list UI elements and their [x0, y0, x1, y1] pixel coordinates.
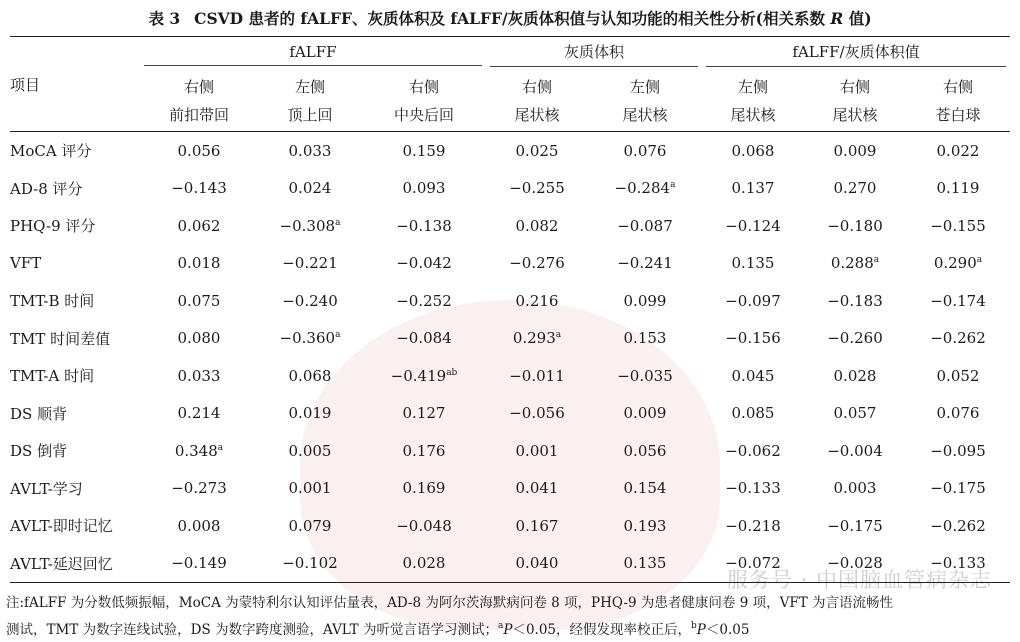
significance-mark: a [976, 255, 983, 266]
cell-value: −0.262 [930, 329, 986, 348]
table-number: 表 3 [148, 9, 181, 28]
table-caption [0, 0, 1020, 28]
significance-mark: a [670, 180, 676, 191]
table-row [10, 507, 1010, 545]
cell-value: 0.076 [623, 141, 667, 160]
caption-text: CSVD 患者的 fALFF、灰质体积及 fALFF/灰质体积值与认知功能的相关性分析(相关系数 [194, 9, 831, 28]
cell-value: −0.102 [282, 554, 338, 573]
cell-value: 0.153 [623, 329, 667, 348]
cell-value: 0.009 [833, 141, 877, 160]
table-row [10, 245, 1010, 283]
col-header: 左侧 尾状核 [588, 71, 702, 132]
significance-mark: a [555, 330, 562, 341]
watermark-text: 服务号 · 中国脑血管病杂志 [726, 568, 992, 592]
row-label: TMT 时间差值 [10, 329, 111, 348]
cell-value: −0.097 [725, 291, 781, 310]
cell-value: −0.028 [827, 554, 883, 573]
cell-value: 0.028 [833, 366, 877, 385]
cell-value: −0.056 [509, 404, 565, 423]
significance-mark: ab [446, 367, 458, 378]
cell-value: 0.082 [515, 216, 559, 235]
cell-value: 0.062 [177, 216, 221, 235]
col-header: 左侧 尾状核 [702, 71, 804, 132]
table-row [10, 470, 1010, 508]
cell-value: −0.042 [396, 254, 452, 273]
cell-value: 0.068 [731, 141, 775, 160]
col-header: 右侧 中央后回 [362, 71, 486, 132]
col-header: 右侧 尾状核 [804, 71, 906, 132]
cell-value: 0.119 [936, 179, 980, 198]
significance-mark: a [335, 330, 341, 341]
cell-value: 0.040 [515, 554, 559, 573]
col-header: 左侧 顶上回 [258, 71, 362, 132]
table-row [10, 395, 1010, 433]
cell-value: −0.308$^a$ [279, 216, 341, 235]
cell-value: 0.005 [288, 441, 332, 460]
row-label: PHQ-9 评分 [10, 217, 96, 236]
cell-value: −0.004 [827, 441, 883, 460]
significance-mark: a [873, 255, 880, 266]
cell-value: 0.041 [515, 479, 559, 498]
cell-value: 0.022 [936, 141, 980, 160]
cell-value: −0.133 [930, 554, 986, 573]
table-footnote [6, 592, 1014, 642]
cell-value: 0.056 [177, 141, 221, 160]
cell-value: −0.138 [396, 216, 452, 235]
cell-value: 0.028 [402, 554, 446, 573]
cell-value: 0.176 [402, 441, 446, 460]
cell-value: −0.062 [725, 441, 781, 460]
cell-value: −0.241 [617, 254, 673, 273]
cell-value: 0.293$^a$ [512, 329, 562, 348]
cell-value: 0.135 [623, 554, 667, 573]
cell-value: −0.175 [930, 479, 986, 498]
row-label: AVLT-即时记忆 [10, 517, 113, 536]
cell-value: 0.075 [177, 291, 221, 310]
cell-value: 0.001 [515, 441, 559, 460]
cell-value: −0.124 [725, 216, 781, 235]
cell-value: 0.076 [936, 404, 980, 423]
group-header-grey-matter: 灰质体积 [486, 37, 702, 72]
table-row [10, 357, 1010, 395]
cell-value: −0.133 [725, 479, 781, 498]
significance-mark: a [217, 442, 224, 453]
cell-value: −0.276 [509, 254, 565, 273]
cell-value: 0.159 [402, 141, 446, 160]
cell-value: −0.084 [396, 329, 452, 348]
cell-value: −0.255 [509, 179, 565, 198]
cell-value: 0.093 [402, 179, 446, 198]
table-row [10, 207, 1010, 245]
cell-value: 0.079 [288, 516, 332, 535]
cell-value: 0.348$^a$ [174, 441, 224, 460]
group-header-ratio: fALFF/灰质体积值 [702, 37, 1010, 72]
cell-value: 0.085 [731, 404, 775, 423]
group-header-falff: fALFF [140, 37, 486, 72]
table-row [10, 545, 1010, 583]
col-header: 右侧 前扣带回 [140, 71, 258, 132]
cell-value: 0.025 [515, 141, 559, 160]
significance-mark: a [335, 217, 341, 228]
footnote-line-1: 注:fALFF 为分数低频振幅，MoCA 为蒙特利尔认知评估量表，AD-8 为阿尔茨海默病问卷 8 项，PHQ-9 为患者健康问卷 9 项，VFT 为言语流畅性 [6, 595, 893, 611]
cell-value: 0.193 [623, 516, 667, 535]
caption-r-symbol: R [830, 9, 844, 28]
cell-value: 0.056 [623, 441, 667, 460]
cell-value: −0.240 [282, 291, 338, 310]
row-label: AVLT-学习 [10, 479, 83, 498]
cell-value: 0.288$^a$ [830, 254, 880, 273]
cell-value: −0.095 [930, 441, 986, 460]
cell-value: 0.019 [288, 404, 332, 423]
table-row [10, 282, 1010, 320]
row-label: DS 顺背 [10, 404, 68, 423]
cell-value: −0.218 [725, 516, 781, 535]
cell-value: 0.068 [288, 366, 332, 385]
cell-value: 0.080 [177, 329, 221, 348]
cell-value: 0.045 [731, 366, 775, 385]
cell-value: 0.018 [177, 254, 221, 273]
col-header: 右侧 尾状核 [486, 71, 588, 132]
cell-value: 0.024 [288, 179, 332, 198]
row-label: AVLT-延迟回忆 [10, 554, 113, 573]
cell-value: −0.183 [827, 291, 883, 310]
table-row [10, 170, 1010, 208]
cell-value: 0.009 [623, 404, 667, 423]
row-label: TMT-B 时间 [10, 292, 95, 311]
cell-value: 0.003 [833, 479, 877, 498]
table-row [10, 432, 1010, 470]
cell-value: 0.052 [936, 366, 980, 385]
cell-value: −0.284$^a$ [614, 179, 676, 198]
cell-value: 0.169 [402, 479, 446, 498]
cell-value: −0.011 [509, 366, 565, 385]
cell-value: 0.167 [515, 516, 559, 535]
cell-value: −0.072 [725, 554, 781, 573]
cell-value: −0.174 [930, 291, 986, 310]
cell-value: 0.270 [833, 179, 877, 198]
table-row [10, 132, 1010, 170]
cell-value: 0.001 [288, 479, 332, 498]
cell-value: −0.221 [282, 254, 338, 273]
cell-value: −0.156 [725, 329, 781, 348]
row-label: MoCA 评分 [10, 142, 92, 161]
cell-value: 0.154 [623, 479, 667, 498]
cell-value: −0.260 [827, 329, 883, 348]
cell-value: −0.149 [171, 554, 227, 573]
cell-value: −0.180 [827, 216, 883, 235]
cell-value: 0.214 [177, 404, 221, 423]
cell-value: 0.290$^a$ [933, 254, 983, 273]
cell-value: 0.057 [833, 404, 877, 423]
cell-value: −0.143 [171, 179, 227, 198]
cell-value: 0.216 [515, 291, 559, 310]
table-row [10, 320, 1010, 358]
row-label: VFT [10, 254, 42, 273]
row-label: DS 倒背 [10, 442, 68, 461]
caption-end: 值) [843, 9, 872, 28]
cell-value: 0.135 [731, 254, 775, 273]
cell-value: 0.008 [177, 516, 221, 535]
cell-value: −0.360$^a$ [279, 329, 341, 348]
cell-value: −0.175 [827, 516, 883, 535]
cell-value: 0.099 [623, 291, 667, 310]
cell-value: −0.252 [396, 291, 452, 310]
correlation-table [10, 36, 1010, 583]
cell-value: −0.087 [617, 216, 673, 235]
cell-value: 0.033 [288, 141, 332, 160]
cell-value: −0.035 [617, 366, 673, 385]
cell-value: −0.262 [930, 516, 986, 535]
cell-value: 0.137 [731, 179, 775, 198]
cell-value: 0.033 [177, 366, 221, 385]
cell-value: −0.273 [171, 479, 227, 498]
cell-value: −0.155 [930, 216, 986, 235]
row-label: AD-8 评分 [10, 179, 83, 198]
row-label: TMT-A 时间 [10, 367, 95, 386]
footnote-line-2: 测试，TMT 为数字连线试验，DS 为数字跨度测验，AVLT 为听觉言语学习测试；$^a$P＜0.05，经假发现率校正后，$^b$P＜0.05 [6, 621, 750, 638]
cell-value: 0.127 [402, 404, 446, 423]
col-header: 右侧 苍白球 [906, 71, 1010, 132]
cell-value: −0.419$^{ab}$ [390, 366, 458, 385]
header-item: 项目 [10, 37, 140, 132]
cell-value: −0.048 [396, 516, 452, 535]
